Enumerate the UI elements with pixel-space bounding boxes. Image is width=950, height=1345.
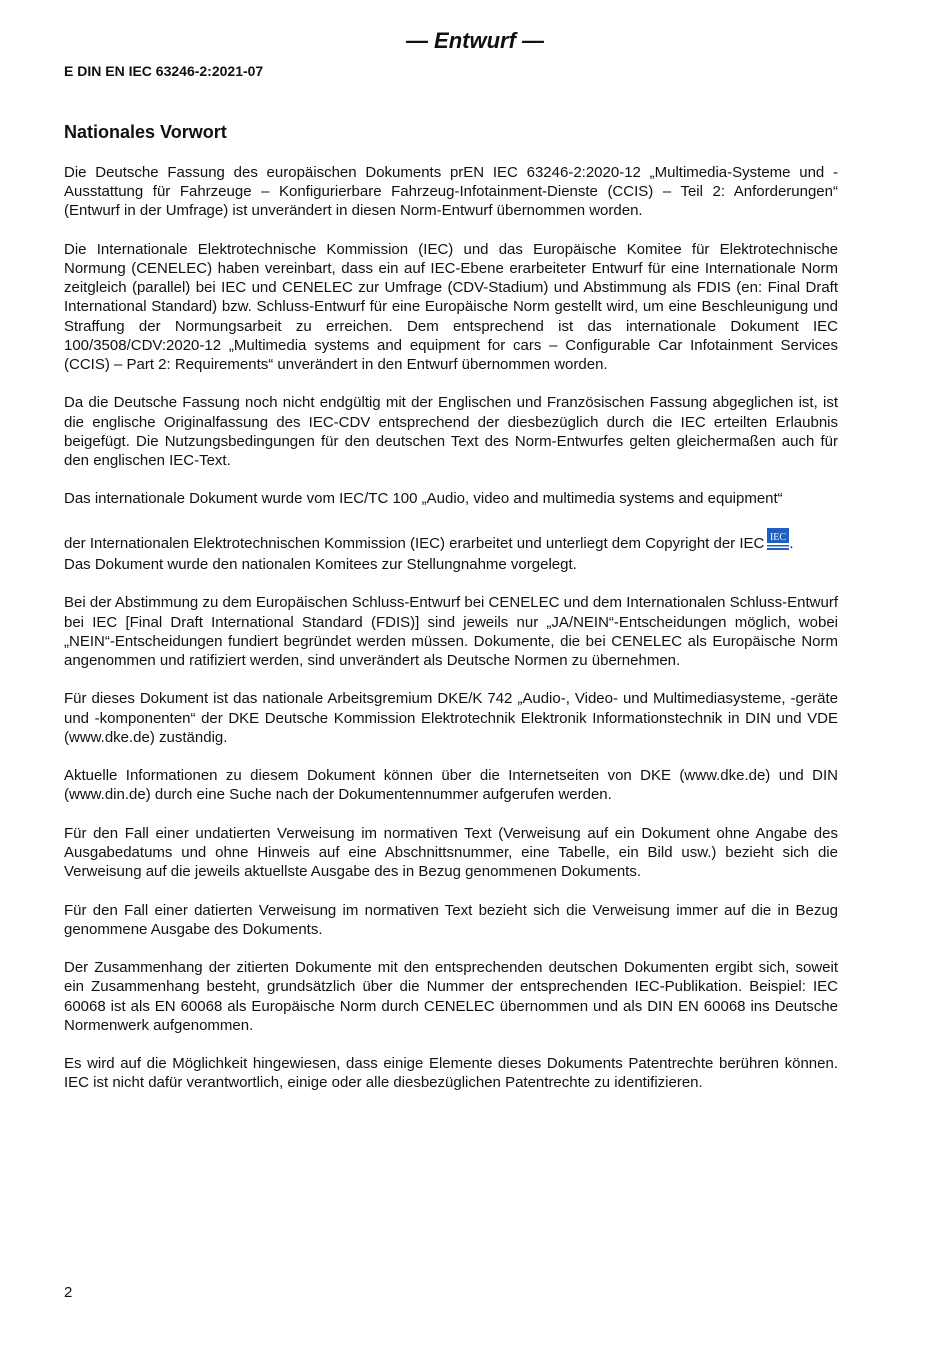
copyright-line-2: der Internationalen Elektrotechnischen Kommission (IEC) erarbeitet und unterliegt dem Copyright der IEC bbox=[64, 534, 765, 552]
paragraph: Für den Fall einer datierten Verweisung im normativen Text bezieht sich die Verweisung immer auf die in Bezug genommene Ausgabe des Dokuments. bbox=[64, 901, 838, 938]
paragraph: Für den Fall einer undatierten Verweisung im normativen Text (Verweisung auf ein Dokument ohne Angabe des Ausgabedatums und ohne Hinweis auf eine Abschnittsnummer, eine Tabelle, ein Bild usw.) bezieht sich die Verweisung auf die jeweils aktuellste Ausgabe des in Bezug genommenen Dokuments. bbox=[64, 824, 838, 881]
paragraph: Für dieses Dokument ist das nationale Arbeitsgremium DKE/K 742 „Audio-, Video- und Multimediasysteme, -geräte und -komponenten“ der DKE Deutsche Kommission Elektrotechnik Elektronik Informationstechnik in DIN und VDE (www.dke.de) zuständig. bbox=[64, 690, 838, 746]
copyright-line-1: Das internationale Dokument wurde vom IEC/TC 100 „Audio, video and multimedia systems and equipment“ bbox=[64, 490, 783, 508]
page-number: 2 bbox=[64, 1284, 73, 1301]
paragraph: Die Deutsche Fassung des europäischen Dokuments prEN IEC 63246-2:2020-12 „Multimedia-Systeme und -Ausstattung für Fahrzeuge – Konfigurierbare Fahrzeug-Infotainment-Dienste (CCIS) – Teil 2: Anforderungen“ (Entwurf in der Umfrage) ist unverändert in diesen Norm-Entwurf übernommen worden. bbox=[64, 164, 838, 220]
copyright-line-4: Das Dokument wurde den nationalen Komitees zur Stellungnahme vorgelegt. bbox=[64, 556, 577, 574]
document-id: E DIN EN IEC 63246-2:2021-07 bbox=[64, 63, 264, 79]
draft-banner: — Entwurf — bbox=[405, 28, 545, 53]
paragraph: Es wird auf die Möglichkeit hingewiesen, dass einige Elemente dieses Dokuments Patentrechte berühren können. IEC ist nicht dafür verantwortlich, einige oder alle diesbezüglichen Patentrechte zu identifizieren. bbox=[64, 1055, 838, 1092]
svg-text:IEC: IEC bbox=[770, 531, 787, 543]
body-text bbox=[64, 163, 838, 1112]
paragraph: Der Zusammenhang der zitierten Dokumente mit den entsprechenden deutschen Dokumenten ergibt sich, soweit ein Zusammenhang besteht, grundsätzlich über die Nummer der entsprechenden IEC-Publikation. Beispiel: IEC 60068 ist als EN 60068 als Europäische Norm durch CENELEC übernommen und als DIN EN 60068 ins Deutsche Normenwerk aufgenommen. bbox=[64, 959, 838, 1034]
paragraph: Bei der Abstimmung zu dem Europäischen Schluss-Entwurf bei CENELEC und dem Internationalen Schluss-Entwurf bei IEC [Final Draft International Standard (FDIS)] sind jeweils nur „JA/NEIN“-Entscheidungen möglich, wobei „NEIN“-Entscheidungen fundiert begründet werden müssen. Dokumente, die bei CENELEC als Europäische Norm angenommen und ratifiziert werden, sind unverändert als Deutsche Normen zu übernehmen. bbox=[64, 594, 838, 670]
paragraph: Aktuelle Informationen zu diesem Dokument können über die Internetseiten von DKE (www.dke.de) und DIN (www.din.de) durch eine Suche nach der Dokumentennummer aufgerufen werden. bbox=[64, 767, 838, 804]
paragraph: Da die Deutsche Fassung noch nicht endgültig mit der Englischen und Französischen Fassung abgeglichen ist, ist die englische Originalfassung des IEC-CDV entsprechend der diesbezüglich durch die IEC erteilten Erlaubnis beigefügt. Die Nutzungsbedingungen für den deutschen Text des Norm-Entwurfes gelten gleichermaßen auch für den englischen IEC-Text. bbox=[64, 394, 838, 470]
section-title: Nationales Vorwort bbox=[64, 122, 227, 142]
iec-logo-icon bbox=[767, 528, 789, 555]
paragraph: Die Internationale Elektrotechnische Kommission (IEC) und das Europäische Komitee für Elektrotechnische Normung (CENELEC) haben vereinbart, dass ein auf IEC-Ebene erarbeiteter Entwurf für eine Internationale Norm zeitgleich (parallel) bei IEC und CENELEC zur Umfrage (CDV-Stadium) und Abstimmung als FDIS (en: Final Draft International Standard) bzw. Schluss-Entwurf für eine Europäische Norm gestellt wird, um eine Beschleunigung und Straffung der Normungsarbeit zu erreichen. Dem entsprechend ist das internationale Dokument IEC 100/3508/CDV:2020-12 „Multimedia systems and equipment for cars – Configurable Car Infotainment Services (CCIS) – Part 2: Requirements“ unverändert in den Entwurf übernommen worden. bbox=[64, 240, 838, 374]
copyright-paragraph bbox=[64, 489, 838, 574]
copyright-line-end: . bbox=[789, 534, 794, 552]
